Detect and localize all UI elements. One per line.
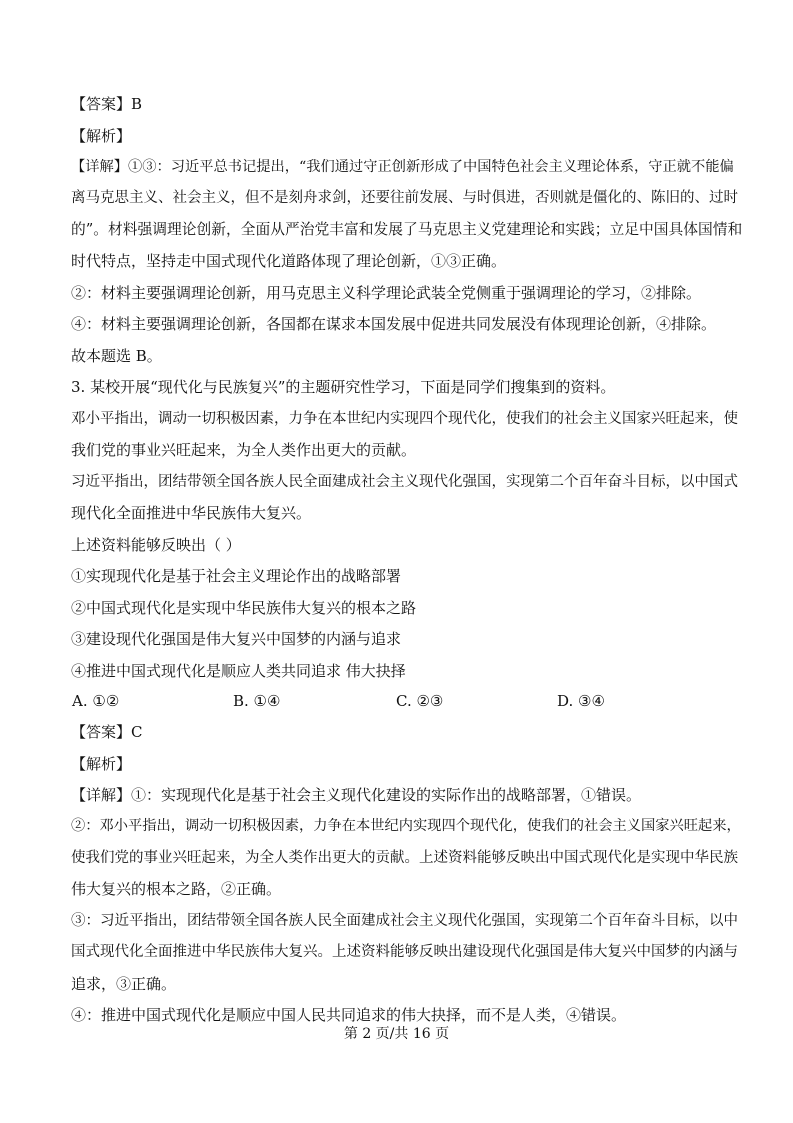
option-a: A. ①②	[72, 692, 120, 710]
q2-detail-line: 的”。材料强调理论创新，全面从严治党丰富和发展了马克思主义党建理论和实践；立足中国具体国情和	[71, 221, 743, 238]
q2-detail-line: ②：材料主要强调理论创新，用马克思主义科学理论武装全党侧重于强调理论的学习，②排除。	[71, 284, 702, 302]
q2-detail-line: ④：材料主要强调理论创新，各国都在谋求本国发展中促进共同发展没有体现理论创新，④排除。	[71, 315, 717, 333]
q3-stem-line: 邓小平指出，调动一切积极因素，力争在本世纪内实现四个现代化，使我们的社会主义国家兴旺起来，使	[71, 411, 738, 427]
q2-analysis-title: 【解析】	[71, 127, 132, 145]
q3-analysis-title: 【解析】	[71, 755, 132, 773]
q3-statement: ③建设现代化强国是伟大复兴中国梦的内涵与追求	[71, 630, 402, 648]
q3-statement: ①实现现代化是基于社会主义理论作出的战略部署	[71, 567, 402, 585]
q2-detail-line: 离马克思主义、社会主义，但不是刻舟求剑，还要往前发展、与时俱进，否则就是僵化的、陈旧的、过时	[71, 190, 738, 206]
q3-stem-line: 现代化全面推进中华民族伟大复兴。	[71, 504, 312, 522]
q2-detail-line: 时代特点，坚持走中国式现代化道路体现了理论创新，①③正确。	[71, 252, 507, 270]
q2-detail-line: 【详解】①③：习近平总书记提出，“我们通过守正创新形成了中国特色社会主义理论体系，守正就不能偏	[71, 159, 734, 175]
q3-detail-line: 使我们党的事业兴旺起来，为全人类作出更大的贡献。上述资料能够反映出中国式现代化是实现中华民族	[71, 850, 738, 866]
q3-detail-line: ③：习近平指出，团结带领全国各族人民全面建成社会主义现代化强国，实现第二个百年奋斗目标，以中	[71, 913, 738, 929]
q3-detail-line: ④：推进中国式现代化是顺应中国人民共同追求的伟大抉择，而不是人类，④错误。	[71, 1006, 627, 1024]
q3-statement: ②中国式现代化是实现中华民族伟大复兴的根本之路	[71, 599, 417, 617]
option-c: C. ②③	[396, 692, 444, 710]
q3-detail-line: 伟大复兴的根本之路，②正确。	[71, 880, 282, 898]
q3-title: 3. 某校开展“现代化与民族复兴”的主题研究性学习，下面是同学们搜集到的资料。	[71, 378, 616, 396]
option-d: D. ③④	[557, 692, 605, 710]
q3-detail-line: 【详解】①：实现现代化是基于社会主义现代化建设的实际作出的战略部署，①错误。	[71, 786, 642, 804]
q3-detail-line: 追求，③正确。	[71, 975, 177, 993]
q2-conclusion: 故本题选 B。	[71, 347, 162, 365]
q3-question: 上述资料能够反映出（ ）	[71, 536, 241, 554]
q3-stem-line: 我们党的事业兴旺起来，为全人类作出更大的贡献。	[71, 441, 417, 459]
q3-detail-line: 国式现代化全面推进中华民族伟大复兴。上述资料能够反映出建设现代化强国是伟大复兴中国梦的内涵与	[71, 944, 738, 960]
option-b: B. ①④	[233, 692, 281, 710]
q2-answer: 【答案】B	[71, 95, 143, 113]
page-footer: 第 2 页/共 16 页	[343, 1026, 450, 1042]
q3-answer: 【答案】C	[71, 723, 143, 741]
q3-stem-line: 习近平指出，团结带领全国各族人民全面建成社会主义现代化强国，实现第二个百年奋斗目标，以中国式	[71, 474, 738, 490]
q3-detail-line: ②：邓小平指出，调动一切积极因素，力争在本世纪内实现四个现代化，使我们的社会主义国家兴旺起来，	[71, 818, 741, 834]
q3-statement: ④推进中国式现代化是顺应人类共同追求 伟大抉择	[71, 662, 406, 680]
